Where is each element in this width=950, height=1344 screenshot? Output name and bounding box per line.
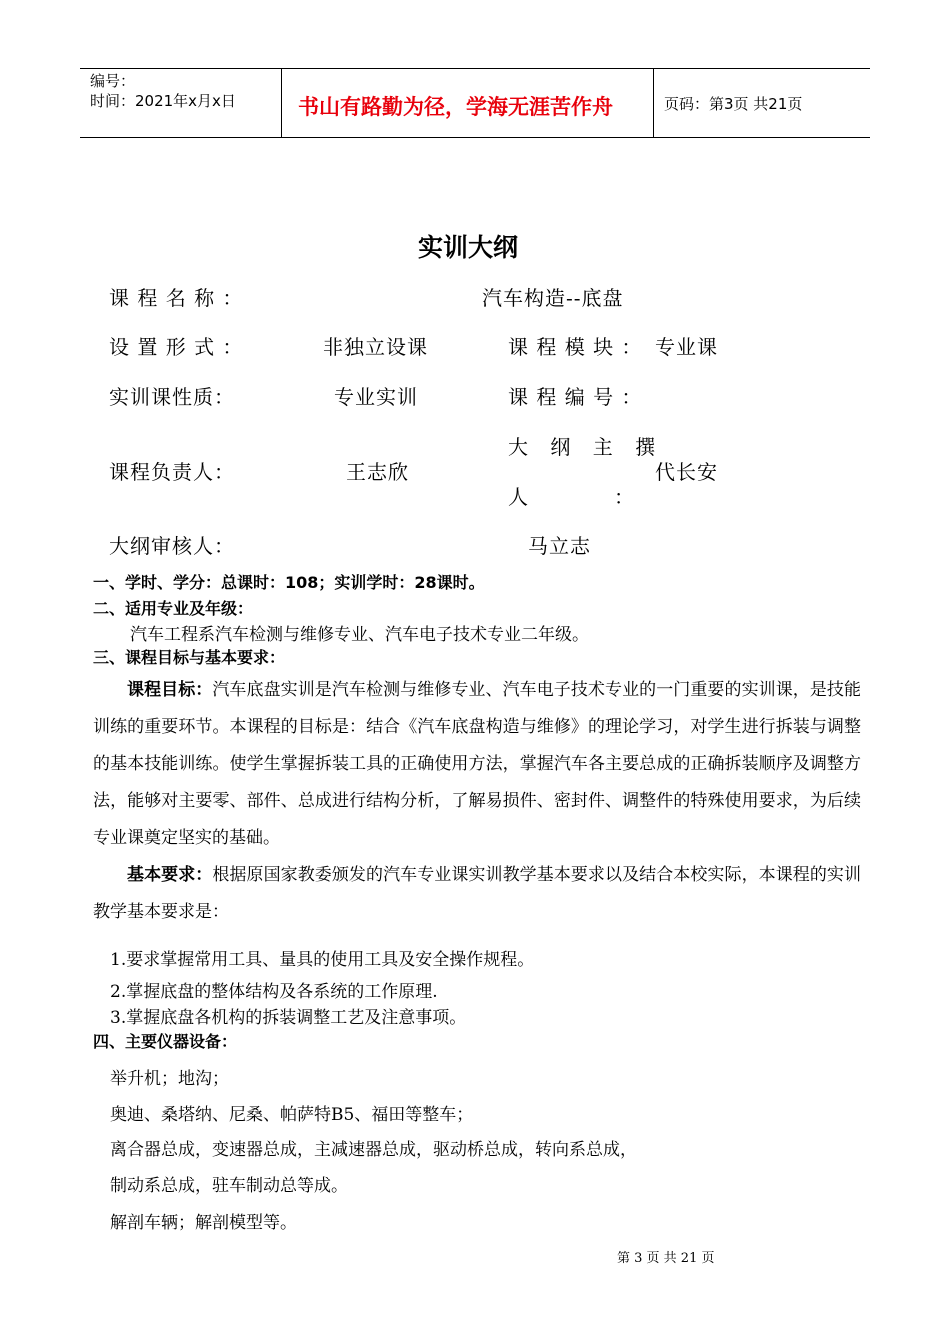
module-value: 专业课 bbox=[655, 335, 718, 359]
setup-label: 设 置 形 式 ： bbox=[109, 335, 244, 359]
equipment-item: 解剖车辆；解剖模型等。 bbox=[110, 1213, 297, 1233]
author-label-line2: 人 bbox=[508, 485, 529, 509]
header-motto: 书山有路勤为径，学海无涯苦作舟 bbox=[298, 95, 613, 119]
equipment-item: 奥迪、桑塔纳、尼桑、帕萨特B5、福田等整车； bbox=[110, 1105, 474, 1125]
header-page-info: 页码：第3页 共21页 bbox=[664, 95, 803, 113]
page-footer: 第 3 页 共 21 页 bbox=[617, 1251, 715, 1266]
header-divider bbox=[653, 69, 654, 137]
section-1-heading: 一、学时、学分：总课时：108；实训学时：28课时。 bbox=[93, 573, 485, 592]
nature-value: 专业实训 bbox=[334, 385, 418, 409]
req-item: 2.掌握底盘的整体结构及各系统的工作原理. bbox=[110, 982, 438, 1002]
owner-label: 课程负责人： bbox=[109, 460, 235, 484]
page-title: 实训大纲 bbox=[418, 233, 519, 262]
req-item: 1.要求掌握常用工具、量具的使用工具及安全操作规程。 bbox=[110, 950, 535, 970]
section-2-heading: 二、适用专业及年级： bbox=[93, 599, 254, 618]
req-item: 3.掌握底盘各机构的拆装调整工艺及注意事项。 bbox=[110, 1008, 467, 1028]
basic-req-paragraph bbox=[93, 857, 861, 931]
doc-date: 时间：2021年x月x日 bbox=[90, 92, 236, 110]
owner-value: 王志欣 bbox=[346, 460, 409, 484]
nature-label: 实训课性质： bbox=[109, 385, 235, 409]
section-2-text: 汽车工程系汽车检测与维修专业、汽车电子技术专业二年级。 bbox=[130, 625, 589, 645]
course-name-label: 课 程 名 称 ： bbox=[109, 286, 244, 310]
reviewer-label: 大纲审核人： bbox=[109, 534, 235, 558]
author-value: 代长安 bbox=[655, 460, 718, 484]
reviewer-value: 马立志 bbox=[528, 534, 591, 558]
author-label-colon: ： bbox=[614, 485, 635, 509]
course-name: 汽车构造--底盘 bbox=[482, 286, 624, 310]
doc-number-label: 编号： bbox=[90, 72, 136, 90]
equipment-item: 举升机；地沟； bbox=[110, 1069, 229, 1089]
course-code-label: 课 程 编 号 ： bbox=[508, 385, 643, 409]
basic-req-label: 基本要求： bbox=[127, 865, 213, 885]
course-goal-text: 汽车底盘实训是汽车检测与维修专业、汽车电子技术专业的一门重要的实训课，是技能训练的重要环节。本课程的目标是：结合《汽车底盘构造与维修》的理论学习，对学生进行拆装与调整的基本技能训练。使学生掌握拆装工具的正确使用方法，掌握汽车各主要总成的正确拆装顺序及调整方法，能够对主要零、部件、总成进行结构分析，了解易损件、密封件、调整件的特殊使用要求，为后续专业课奠定坚实的基础。 bbox=[93, 680, 862, 848]
module-label: 课 程 模 块 ： bbox=[508, 335, 643, 359]
header-divider bbox=[281, 69, 282, 137]
basic-req-text: 根据原国家教委颁发的汽车专业课实训教学基本要求以及结合本校实际，本课程的实训教学基本要求是： bbox=[93, 865, 862, 922]
course-goal-label: 课程目标： bbox=[127, 680, 213, 700]
author-label-line1: 大 纲 主 撰 bbox=[508, 435, 664, 459]
section-4-heading: 四、主要仪器设备： bbox=[93, 1032, 238, 1051]
course-goal-paragraph bbox=[93, 672, 861, 857]
section-3-heading: 三、课程目标与基本要求： bbox=[93, 648, 286, 667]
setup-value: 非独立设课 bbox=[323, 335, 428, 359]
equipment-item: 制动系总成，驻车制动总等成。 bbox=[110, 1176, 348, 1196]
equipment-item: 离合器总成，变速器总成，主减速器总成，驱动桥总成，转向系总成， bbox=[110, 1140, 637, 1160]
